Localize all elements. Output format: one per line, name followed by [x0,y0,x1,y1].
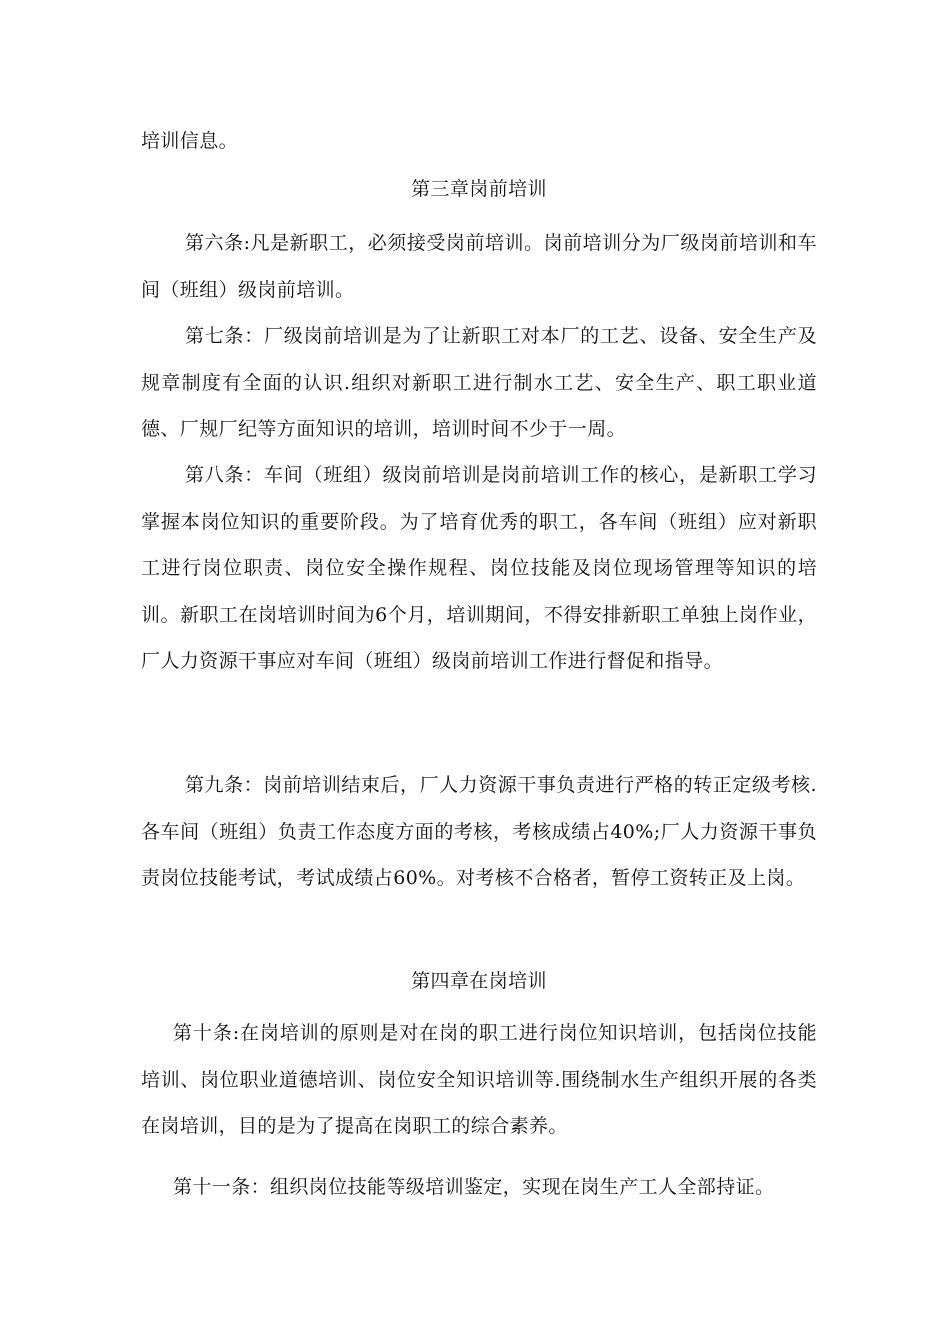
chapter-4-title: 第四章在岗培训 [411,970,547,992]
paragraph-continuation: 培训信息。 [141,130,239,152]
article-10: 第十条:在岗培训的原则是对在岗的职工进行岗位知识培训，包括岗位技能培训、岗位职业道德培训、岗位安全知识培训等.围绕制水生产组织开展的各类在岗培训，目的是为了提高在岗职工的综合素养。 [141,1022,817,1137]
chapter-3-title: 第三章岗前培训 [411,178,547,200]
article-7: 第七条：厂级岗前培训是为了让新职工对本厂的工艺、设备、安全生产及规章制度有全面的认识.组织对新职工进行制水工艺、安全生产、职工职业道德、厂规厂纪等方面知识的培训，培训时间不少于一周。 [141,325,817,440]
article-6: 第六条:凡是新职工，必须接受岗前培训。岗前培训分为厂级岗前培训和车间（班组）级岗前培训。 [141,232,817,301]
article-11: 第十一条：组织岗位技能等级培训鉴定，实现在岗生产工人全部持证。 [173,1176,775,1198]
article-8: 第八条：车间（班组）级岗前培训是岗前培训工作的核心，是新职工学习掌握本岗位知识的重要阶段。为了培育优秀的职工，各车间（班组）应对新职工进行岗位职责、岗位安全操作规程、岗位技能及岗位现场管理等知识的培训。新职工在岗培训时间为6个月，培训期间，不得安排新职工单独上岗作业，厂人力资源干事应对车间（班组）级岗前培训工作进行督促和指导。 [141,464,817,672]
article-9: 第九条：岗前培训结束后，厂人力资源干事负责进行严格的转正定级考核.各车间（班组）负责工作态度方面的考核，考核成绩占40%;厂人力资源干事负责岗位技能考试，考试成绩占60%。对考核不合格者，暂停工资转正及上岗。 [141,774,817,889]
